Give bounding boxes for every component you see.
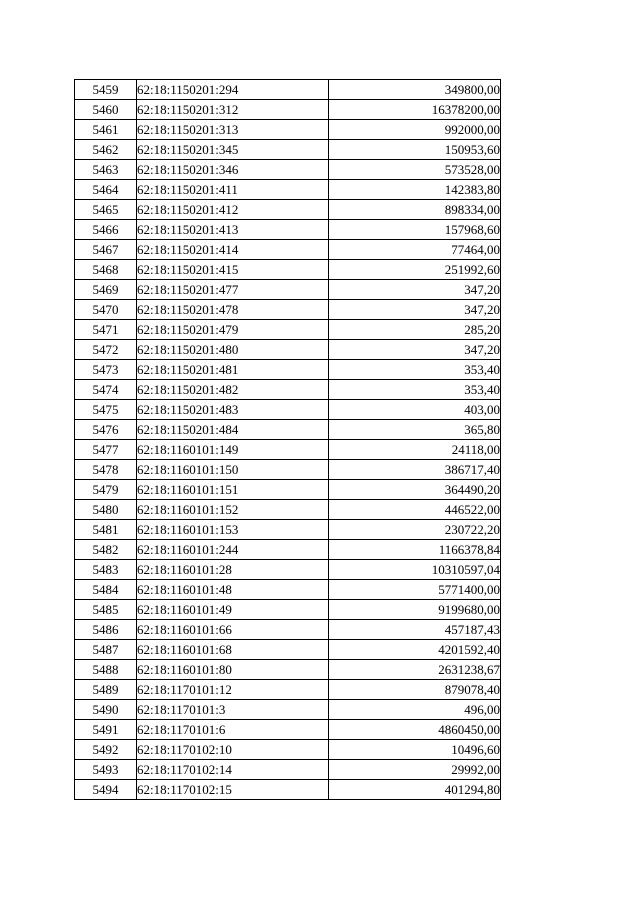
cadastral-number-cell: 62:18:1160101:80 — [137, 660, 329, 680]
cadastral-number-cell: 62:18:1170101:6 — [137, 720, 329, 740]
cadastral-number-cell: 62:18:1170102:15 — [137, 780, 329, 800]
cadastral-number-cell: 62:18:1150201:415 — [137, 260, 329, 280]
row-number-cell: 5476 — [75, 420, 137, 440]
table-row — [75, 500, 501, 520]
table-row — [75, 720, 501, 740]
cadastral-value-cell: 4201592,40 — [329, 640, 501, 660]
table-row — [75, 480, 501, 500]
cadastral-value-cell: 401294,80 — [329, 780, 501, 800]
cadastral-value-cell: 879078,40 — [329, 680, 501, 700]
cadastral-value-cell: 2631238,67 — [329, 660, 501, 680]
cadastral-value-cell: 1166378,84 — [329, 540, 501, 560]
cadastral-number-cell: 62:18:1150201:481 — [137, 360, 329, 380]
table-row — [75, 680, 501, 700]
cadastral-value-cell: 353,40 — [329, 360, 501, 380]
cadastral-value-cell: 285,20 — [329, 320, 501, 340]
cadastral-value-cell: 142383,80 — [329, 180, 501, 200]
row-number-cell: 5492 — [75, 740, 137, 760]
table-row — [75, 300, 501, 320]
table-row — [75, 320, 501, 340]
cadastral-number-cell: 62:18:1150201:312 — [137, 100, 329, 120]
table-row — [75, 580, 501, 600]
cadastral-value-cell: 16378200,00 — [329, 100, 501, 120]
row-number-cell: 5481 — [75, 520, 137, 540]
row-number-cell: 5483 — [75, 560, 137, 580]
cadastral-value-cell: 364490,20 — [329, 480, 501, 500]
table-row — [75, 380, 501, 400]
row-number-cell: 5491 — [75, 720, 137, 740]
row-number-cell: 5490 — [75, 700, 137, 720]
cadastral-number-cell: 62:18:1170102:14 — [137, 760, 329, 780]
cadastral-value-cell: 24118,00 — [329, 440, 501, 460]
cadastral-value-cell: 992000,00 — [329, 120, 501, 140]
cadastral-number-cell: 62:18:1160101:151 — [137, 480, 329, 500]
table-row — [75, 600, 501, 620]
cadastral-number-cell: 62:18:1160101:152 — [137, 500, 329, 520]
cadastral-number-cell: 62:18:1160101:150 — [137, 460, 329, 480]
row-number-cell: 5480 — [75, 500, 137, 520]
cadastral-number-cell: 62:18:1150201:411 — [137, 180, 329, 200]
cadastral-number-cell: 62:18:1150201:294 — [137, 80, 329, 100]
row-number-cell: 5487 — [75, 640, 137, 660]
table-row — [75, 280, 501, 300]
cadastral-value-cell: 446522,00 — [329, 500, 501, 520]
table-row — [75, 360, 501, 380]
table-row — [75, 620, 501, 640]
row-number-cell: 5486 — [75, 620, 137, 640]
cadastral-value-cell: 349800,00 — [329, 80, 501, 100]
cadastral-value-cell: 347,20 — [329, 280, 501, 300]
row-number-cell: 5484 — [75, 580, 137, 600]
row-number-cell: 5477 — [75, 440, 137, 460]
cadastral-value-cell: 230722,20 — [329, 520, 501, 540]
row-number-cell: 5471 — [75, 320, 137, 340]
cadastral-number-cell: 62:18:1150201:414 — [137, 240, 329, 260]
table-row — [75, 560, 501, 580]
row-number-cell: 5482 — [75, 540, 137, 560]
cadastral-number-cell: 62:18:1150201:412 — [137, 200, 329, 220]
cadastral-number-cell: 62:18:1160101:48 — [137, 580, 329, 600]
row-number-cell: 5460 — [75, 100, 137, 120]
cadastral-value-cell: 157968,60 — [329, 220, 501, 240]
table-row — [75, 160, 501, 180]
cadastral-value-cell: 10496,60 — [329, 740, 501, 760]
table-row — [75, 340, 501, 360]
cadastral-number-cell: 62:18:1170102:10 — [137, 740, 329, 760]
table-row — [75, 80, 501, 100]
cadastral-value-cell: 29992,00 — [329, 760, 501, 780]
row-number-cell: 5488 — [75, 660, 137, 680]
cadastral-value-cell: 347,20 — [329, 300, 501, 320]
table-row — [75, 120, 501, 140]
cadastral-number-cell: 62:18:1150201:345 — [137, 140, 329, 160]
table-row — [75, 700, 501, 720]
cadastral-value-cell: 403,00 — [329, 400, 501, 420]
cadastral-value-cell: 496,00 — [329, 700, 501, 720]
row-number-cell: 5472 — [75, 340, 137, 360]
row-number-cell: 5468 — [75, 260, 137, 280]
row-number-cell: 5494 — [75, 780, 137, 800]
row-number-cell: 5474 — [75, 380, 137, 400]
cadastral-number-cell: 62:18:1160101:68 — [137, 640, 329, 660]
row-number-cell: 5475 — [75, 400, 137, 420]
cadastral-number-cell: 62:18:1150201:477 — [137, 280, 329, 300]
cadastral-number-cell: 62:18:1150201:413 — [137, 220, 329, 240]
cadastral-number-cell: 62:18:1150201:482 — [137, 380, 329, 400]
cadastral-number-cell: 62:18:1170101:12 — [137, 680, 329, 700]
table-row — [75, 400, 501, 420]
cadastral-value-cell: 251992,60 — [329, 260, 501, 280]
cadastral-value-cell: 898334,00 — [329, 200, 501, 220]
table-row — [75, 780, 501, 800]
cadastral-number-cell: 62:18:1160101:28 — [137, 560, 329, 580]
row-number-cell: 5489 — [75, 680, 137, 700]
cadastral-value-cell: 5771400,00 — [329, 580, 501, 600]
cadastral-number-cell: 62:18:1160101:66 — [137, 620, 329, 640]
table-row — [75, 740, 501, 760]
cadastral-number-cell: 62:18:1150201:480 — [137, 340, 329, 360]
table-row — [75, 140, 501, 160]
row-number-cell: 5465 — [75, 200, 137, 220]
table-body — [75, 80, 501, 800]
cadastral-value-cell: 10310597,04 — [329, 560, 501, 580]
cadastral-number-cell: 62:18:1160101:49 — [137, 600, 329, 620]
row-number-cell: 5473 — [75, 360, 137, 380]
cadastral-value-cell: 573528,00 — [329, 160, 501, 180]
table-row — [75, 760, 501, 780]
cadastral-number-cell: 62:18:1150201:479 — [137, 320, 329, 340]
row-number-cell: 5478 — [75, 460, 137, 480]
cadastral-value-cell: 365,80 — [329, 420, 501, 440]
row-number-cell: 5479 — [75, 480, 137, 500]
cadastral-number-cell: 62:18:1160101:153 — [137, 520, 329, 540]
row-number-cell: 5493 — [75, 760, 137, 780]
table-row — [75, 520, 501, 540]
row-number-cell: 5470 — [75, 300, 137, 320]
row-number-cell: 5469 — [75, 280, 137, 300]
cadastral-value-cell: 347,20 — [329, 340, 501, 360]
table-row — [75, 640, 501, 660]
row-number-cell: 5461 — [75, 120, 137, 140]
row-number-cell: 5467 — [75, 240, 137, 260]
row-number-cell: 5464 — [75, 180, 137, 200]
table-row — [75, 440, 501, 460]
cadastral-number-cell: 62:18:1150201:346 — [137, 160, 329, 180]
cadastral-number-cell: 62:18:1150201:483 — [137, 400, 329, 420]
table-row — [75, 660, 501, 680]
table-row — [75, 540, 501, 560]
table-row — [75, 200, 501, 220]
table-row — [75, 460, 501, 480]
row-number-cell: 5459 — [75, 80, 137, 100]
cadastral-number-cell: 62:18:1160101:149 — [137, 440, 329, 460]
table-row — [75, 180, 501, 200]
table-row — [75, 100, 501, 120]
cadastral-value-cell: 4860450,00 — [329, 720, 501, 740]
row-number-cell: 5462 — [75, 140, 137, 160]
cadastral-value-cell: 150953,60 — [329, 140, 501, 160]
cadastral-value-cell: 457187,43 — [329, 620, 501, 640]
cadastral-value-cell: 353,40 — [329, 380, 501, 400]
cadastral-value-cell: 9199680,00 — [329, 600, 501, 620]
row-number-cell: 5485 — [75, 600, 137, 620]
cadastral-value-table — [74, 79, 501, 800]
cadastral-number-cell: 62:18:1150201:484 — [137, 420, 329, 440]
table-row — [75, 240, 501, 260]
cadastral-number-cell: 62:18:1160101:244 — [137, 540, 329, 560]
cadastral-number-cell: 62:18:1150201:313 — [137, 120, 329, 140]
table-row — [75, 260, 501, 280]
row-number-cell: 5466 — [75, 220, 137, 240]
cadastral-number-cell: 62:18:1150201:478 — [137, 300, 329, 320]
row-number-cell: 5463 — [75, 160, 137, 180]
table-row — [75, 420, 501, 440]
cadastral-number-cell: 62:18:1170101:3 — [137, 700, 329, 720]
cadastral-value-cell: 386717,40 — [329, 460, 501, 480]
cadastral-value-cell: 77464,00 — [329, 240, 501, 260]
table-row — [75, 220, 501, 240]
